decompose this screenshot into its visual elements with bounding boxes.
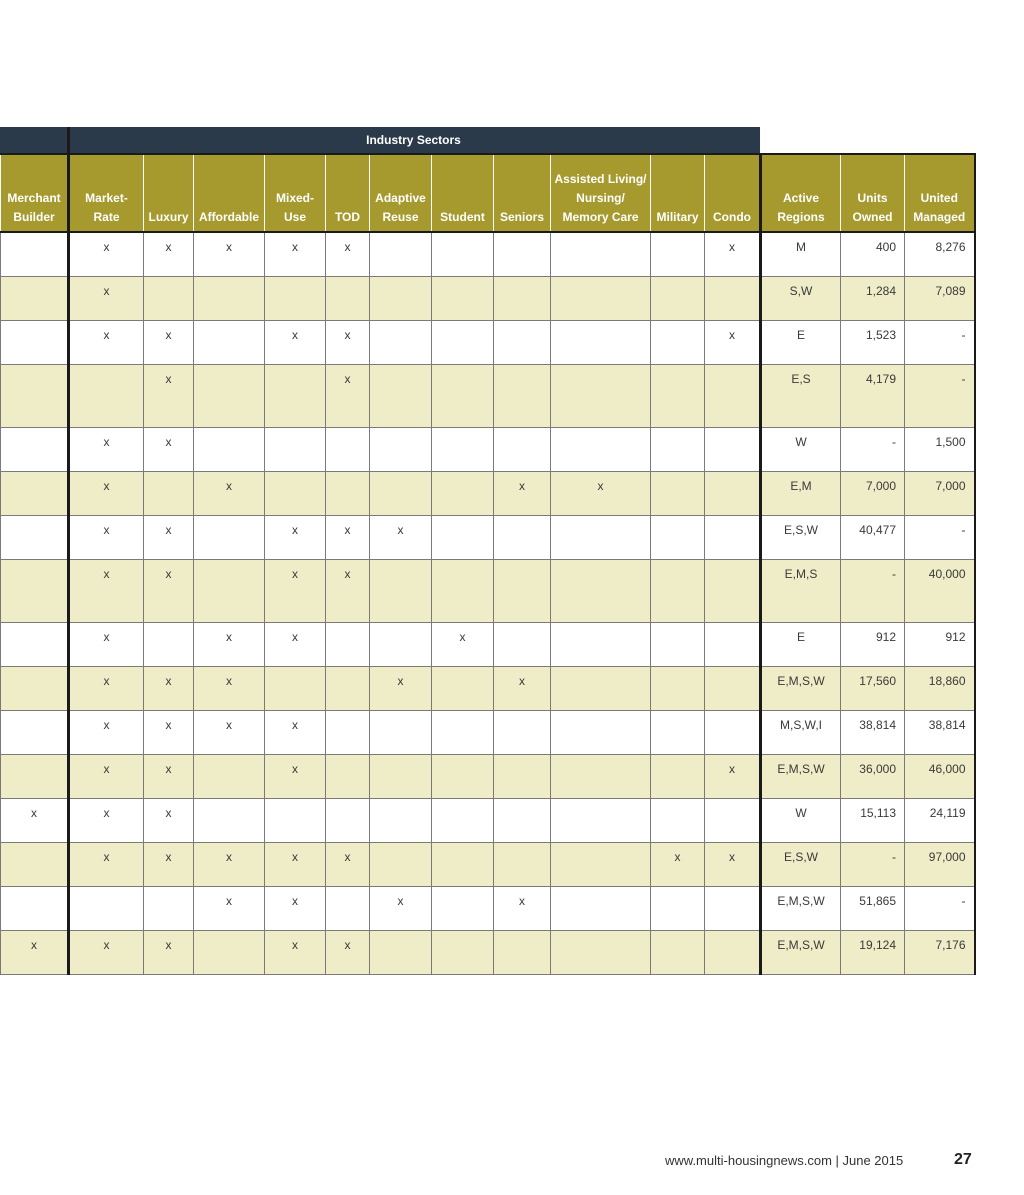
table-cell [432,755,494,799]
table-cell: 46,000 [905,755,975,799]
table-cell [194,428,265,472]
table-cell [265,667,326,711]
table-cell [494,232,551,277]
table-cell: 1,523 [841,321,905,365]
table-cell: - [905,365,975,428]
table-cell [651,887,705,931]
table-cell: 40,000 [905,560,975,623]
table-cell: x [69,623,144,667]
column-header: Condo [705,154,761,232]
table-cell [494,321,551,365]
table-cell [432,667,494,711]
table-row [1,428,975,472]
column-header: Adaptive Reuse [370,154,432,232]
table-cell [194,516,265,560]
table-cell: x [705,232,761,277]
table-cell: x [326,232,370,277]
table-cell [494,428,551,472]
table-cell [1,232,69,277]
table-cell [370,799,432,843]
table-cell: x [69,472,144,516]
table-cell [551,843,651,887]
table-cell: x [144,931,194,975]
table-cell: 8,276 [905,232,975,277]
table-cell: W [761,428,841,472]
table-cell [1,321,69,365]
table-cell [551,799,651,843]
table-cell [705,887,761,931]
table-row [1,516,975,560]
table-cell [705,711,761,755]
table-cell [432,365,494,428]
table-cell [144,277,194,321]
table-cell [1,277,69,321]
table-cell: M,S,W,I [761,711,841,755]
table-cell: x [194,667,265,711]
table-cell [551,623,651,667]
table-cell [432,887,494,931]
table-cell [494,560,551,623]
banner-divider [67,127,70,153]
table-cell: 400 [841,232,905,277]
column-header: Mixed- Use [265,154,326,232]
table-cell: S,W [761,277,841,321]
table-cell [551,931,651,975]
table-cell: M [761,232,841,277]
table-cell [551,277,651,321]
table-cell [551,321,651,365]
column-header: Student [432,154,494,232]
table-cell [705,667,761,711]
table-cell [551,560,651,623]
table-cell [705,472,761,516]
table-cell: E,M,S,W [761,667,841,711]
table-cell [326,755,370,799]
table-row [1,472,975,516]
table-cell: x [705,321,761,365]
table-cell [265,277,326,321]
table-row [1,321,975,365]
column-header: United Managed [905,154,975,232]
table-cell: 4,179 [841,365,905,428]
table-cell [370,472,432,516]
table-cell: E,M,S [761,560,841,623]
table-cell: x [651,843,705,887]
table-cell: - [841,428,905,472]
table-cell [69,365,144,428]
table-cell [432,931,494,975]
table-cell [494,277,551,321]
table-cell: x [326,931,370,975]
table-row [1,799,975,843]
table-row [1,623,975,667]
table-cell [551,365,651,428]
table-cell [551,516,651,560]
table-cell [432,232,494,277]
column-header: Units Owned [841,154,905,232]
table-cell [432,560,494,623]
table-cell [651,931,705,975]
table-cell: x [69,931,144,975]
table-cell: x [194,623,265,667]
table-cell [194,277,265,321]
table-cell [432,711,494,755]
column-header: Active Regions [761,154,841,232]
table-cell [1,667,69,711]
table-cell: x [494,667,551,711]
table-cell [1,623,69,667]
table-cell [705,623,761,667]
table-cell [705,516,761,560]
table-cell: x [265,931,326,975]
table-cell [370,843,432,887]
column-header: Seniors [494,154,551,232]
table-cell: x [144,711,194,755]
table-cell [370,560,432,623]
table-cell [651,232,705,277]
table-cell [551,428,651,472]
column-header: TOD [326,154,370,232]
table-cell [1,472,69,516]
table-row [1,755,975,799]
table-cell [194,755,265,799]
table-cell: x [144,321,194,365]
table-cell: x [432,623,494,667]
table-cell [432,428,494,472]
table-cell [651,560,705,623]
table-cell: 38,814 [905,711,975,755]
table-cell [705,931,761,975]
table-cell [326,887,370,931]
table-cell: 36,000 [841,755,905,799]
table-cell [494,365,551,428]
table-cell [705,560,761,623]
table-row [1,365,975,428]
table-cell: 7,000 [905,472,975,516]
table-cell: 912 [905,623,975,667]
table-cell: 17,560 [841,667,905,711]
table-cell: x [144,667,194,711]
table-cell: x [326,516,370,560]
industry-sectors-title: Industry Sectors [366,133,461,147]
table-cell: x [69,711,144,755]
table-cell: 38,814 [841,711,905,755]
table-header-row [1,154,975,232]
table-cell [194,365,265,428]
table-cell [432,516,494,560]
table-cell: x [265,623,326,667]
table-cell [551,711,651,755]
table-cell: x [69,755,144,799]
table-cell: 1,500 [905,428,975,472]
table-cell: E,S [761,365,841,428]
table-cell [1,560,69,623]
table-cell [1,887,69,931]
table-cell: x [144,516,194,560]
table-cell: 19,124 [841,931,905,975]
table-cell: x [326,365,370,428]
column-header: Affordable [194,154,265,232]
table-cell [705,277,761,321]
table-cell: x [265,232,326,277]
table-row [1,667,975,711]
table-cell [326,623,370,667]
table-cell: x [194,843,265,887]
table-cell [370,232,432,277]
table-cell: x [265,887,326,931]
table-cell [194,931,265,975]
table-cell: 7,176 [905,931,975,975]
table-cell [651,711,705,755]
table-cell [144,623,194,667]
table-cell: 24,119 [905,799,975,843]
table-cell: x [194,472,265,516]
table-row [1,843,975,887]
table-cell [551,887,651,931]
table-cell: x [69,516,144,560]
table-cell: x [1,931,69,975]
table-cell [432,843,494,887]
table-cell: - [841,560,905,623]
table-cell: x [370,516,432,560]
table-cell [651,799,705,843]
table-cell [651,667,705,711]
column-header: Assisted Living/ Nursing/ Memory Care [551,154,651,232]
column-header: Merchant Builder [1,154,69,232]
table-cell [494,711,551,755]
table-cell: x [265,755,326,799]
table-cell: 51,865 [841,887,905,931]
table-cell [1,365,69,428]
table-cell [494,931,551,975]
table-cell: x [144,560,194,623]
table-cell: 1,284 [841,277,905,321]
table-cell [1,516,69,560]
table-cell: x [69,843,144,887]
table-cell: x [144,365,194,428]
table-cell [1,711,69,755]
table-cell [651,516,705,560]
table-cell: x [144,428,194,472]
column-header: Luxury [144,154,194,232]
table-cell [144,472,194,516]
table-cell [370,277,432,321]
table-cell [265,365,326,428]
table-cell: x [265,560,326,623]
table-cell [651,365,705,428]
table-cell [370,755,432,799]
table-cell [432,472,494,516]
table-cell: x [326,321,370,365]
table-cell [326,667,370,711]
table-cell [651,472,705,516]
table-cell [370,711,432,755]
table-cell: E [761,623,841,667]
table-cell: x [69,277,144,321]
table-cell [494,843,551,887]
table-cell: x [69,232,144,277]
table-cell [370,623,432,667]
table-cell: x [144,755,194,799]
table-cell: x [144,843,194,887]
table-cell: x [370,667,432,711]
table-cell: x [265,711,326,755]
table-cell: x [265,321,326,365]
table-cell: x [705,843,761,887]
table-cell [370,931,432,975]
table-cell [705,365,761,428]
table-cell: 7,089 [905,277,975,321]
table-cell [265,428,326,472]
table-cell: x [69,321,144,365]
table-cell: x [69,799,144,843]
table-cell [432,277,494,321]
table-cell [494,755,551,799]
table-cell [370,428,432,472]
table-cell: 40,477 [841,516,905,560]
table-cell: x [705,755,761,799]
table-cell [651,755,705,799]
table-cell [326,428,370,472]
table-cell [1,755,69,799]
column-header: Military [651,154,705,232]
table-cell: x [326,560,370,623]
table-cell: x [144,232,194,277]
table-cell: x [194,232,265,277]
table-cell: x [69,667,144,711]
table-cell: E,M,S,W [761,755,841,799]
table-cell: x [265,843,326,887]
table-cell [326,711,370,755]
table-cell [370,365,432,428]
table-cell [494,799,551,843]
table-cell: x [326,843,370,887]
table-row [1,711,975,755]
table-cell: 97,000 [905,843,975,887]
page-number: 27 [954,1151,972,1168]
table-cell: 912 [841,623,905,667]
table-cell [432,799,494,843]
left-header-band [0,127,67,153]
table-cell: 7,000 [841,472,905,516]
table-cell [326,277,370,321]
table-cell [370,321,432,365]
table-cell: E,S,W [761,843,841,887]
table-cell [551,755,651,799]
table-cell: x [551,472,651,516]
table-cell: W [761,799,841,843]
table-cell: - [905,887,975,931]
table-cell [69,887,144,931]
footer-url: www.multi-housingnews.com | June 2015 [665,1153,904,1168]
table-cell: E,S,W [761,516,841,560]
table-row [1,931,975,975]
table-cell: - [905,321,975,365]
table-cell: x [494,472,551,516]
table-cell [194,799,265,843]
table-cell: 18,860 [905,667,975,711]
table-cell [194,321,265,365]
industry-sectors-table [0,153,976,975]
table-cell [432,321,494,365]
table-cell: - [841,843,905,887]
table-cell: x [144,799,194,843]
table-cell [651,428,705,472]
table-cell [326,472,370,516]
table-cell: x [194,887,265,931]
table-cell [265,799,326,843]
table-cell [494,516,551,560]
table-cell: E,M,S,W [761,931,841,975]
table-cell: E,M,S,W [761,887,841,931]
table-cell: x [265,516,326,560]
table-cell [1,843,69,887]
table-cell [265,472,326,516]
table-cell [144,887,194,931]
table-row [1,277,975,321]
table-cell: - [905,516,975,560]
table-cell [651,277,705,321]
table-cell [551,667,651,711]
table-row [1,560,975,623]
column-header: Market- Rate [69,154,144,232]
table-cell: x [494,887,551,931]
table-cell: E,M [761,472,841,516]
table-row [1,232,975,277]
table-cell: x [69,560,144,623]
table-cell [705,799,761,843]
table-cell [326,799,370,843]
table-cell [651,321,705,365]
table-cell: x [69,428,144,472]
table-cell [551,232,651,277]
table-cell [194,560,265,623]
table-cell: x [194,711,265,755]
table-body [1,232,975,975]
table-cell [494,623,551,667]
table-cell: x [370,887,432,931]
table-cell [651,623,705,667]
table-cell [1,428,69,472]
table-row [1,887,975,931]
table-cell [705,428,761,472]
table-cell: 15,113 [841,799,905,843]
table-cell: x [1,799,69,843]
table-cell: E [761,321,841,365]
industry-sectors-banner [67,127,760,153]
